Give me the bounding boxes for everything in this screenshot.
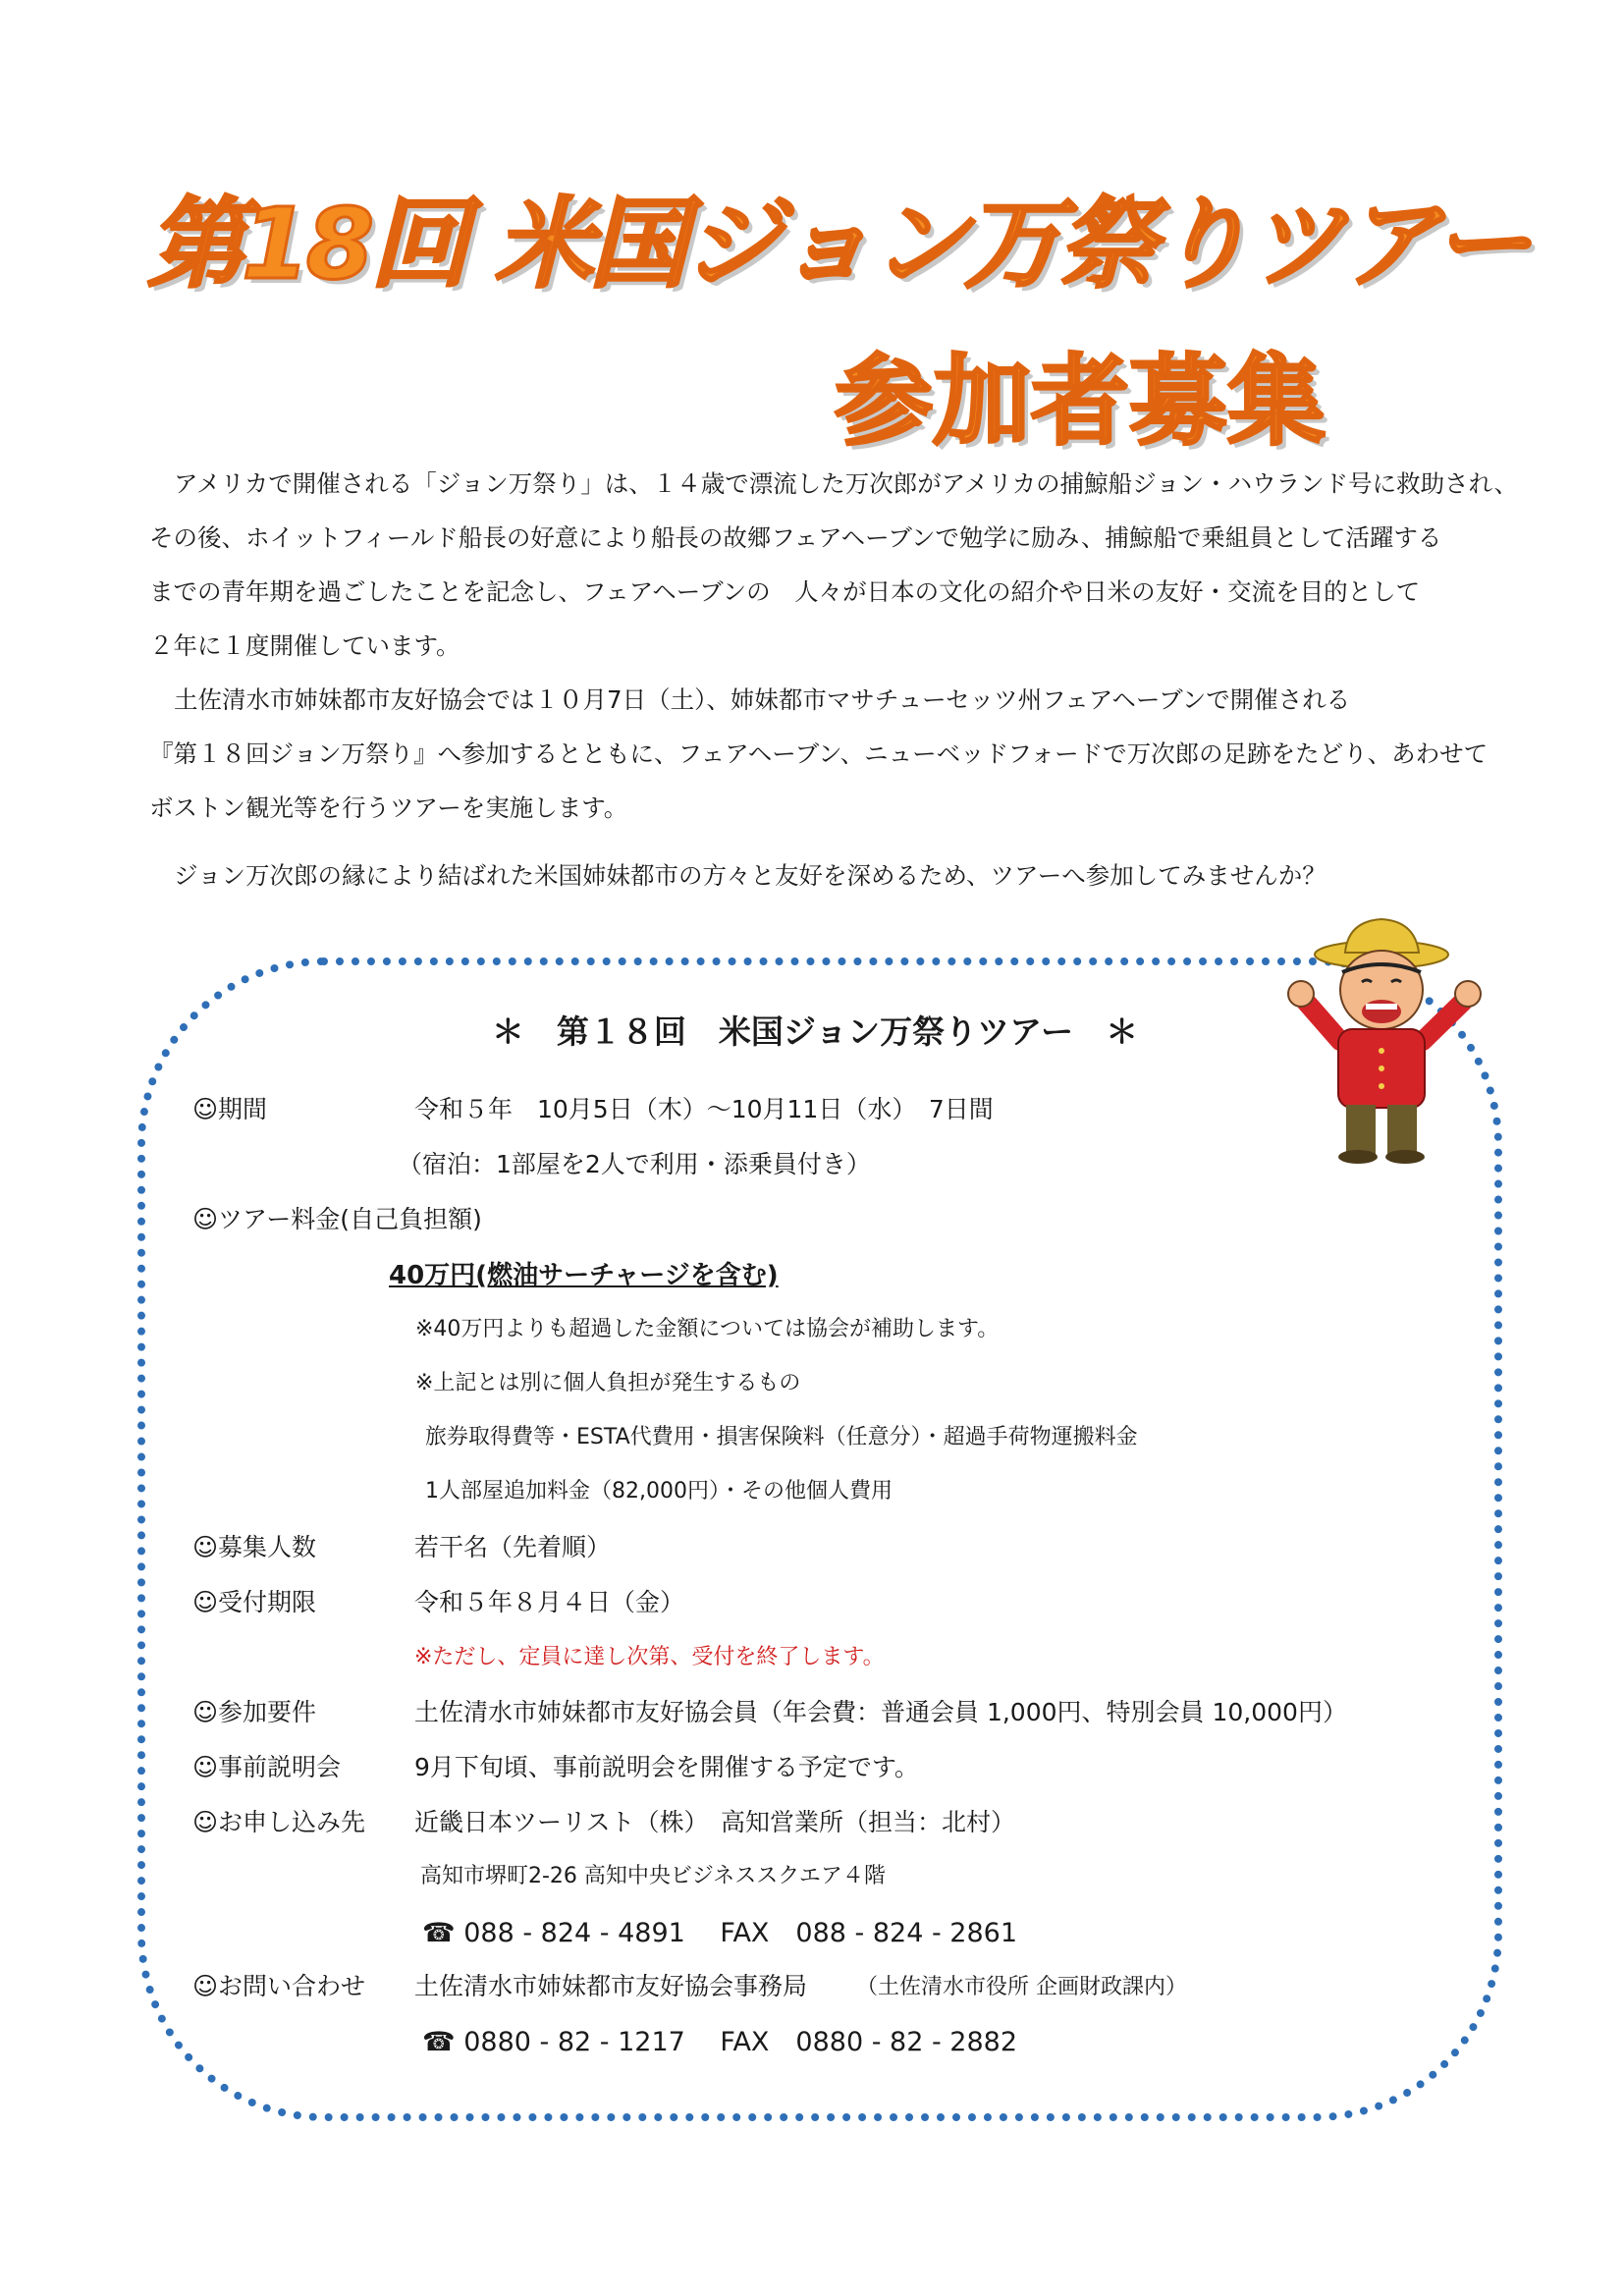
page-title: 第18回 米国ジョン万祭りツアー bbox=[147, 187, 1527, 301]
fee-note: ※上記とは別に個人負担が発生するもの bbox=[415, 1371, 801, 1395]
intro-line: ボストン観光等を行うツアーを実施します。 bbox=[149, 793, 628, 822]
fee-note: ※40万円よりも超過した金額については協会が補助します。 bbox=[415, 1317, 1000, 1341]
intro-line: アメリカで開催される「ジョン万祭り」は、１４歳で漂流した万次郎がアメリカの捕鯨船ジョン・ハウランド号に救助され、 bbox=[174, 469, 1519, 498]
mascot-illustration bbox=[1272, 913, 1497, 1178]
period-note: （宿泊：1部屋を2人で利用・添乗員付き） bbox=[398, 1150, 871, 1178]
intro-line: ジョン万次郎の縁により結ばれた米国姉妹都市の方々と友好を深めるため、ツアーへ参加してみませんか？ bbox=[174, 861, 1326, 890]
intro-line: その後、ホイットフィールド船長の好意により船長の故郷フェアヘーブンで勉学に励み、捕鯨船で乗組員として活躍する bbox=[149, 523, 1442, 552]
capacity-label: ☺募集人数 bbox=[192, 1533, 317, 1561]
intro-paragraph-3 bbox=[149, 848, 1485, 902]
page-subtitle: 参加者募集 bbox=[835, 344, 1326, 459]
deadline-note: ※ただし、定員に達し次第、受付を終了します。 bbox=[414, 1645, 885, 1669]
fee-label: ☺ツアー料金(自己負担額) bbox=[192, 1205, 482, 1233]
intro-line: 土佐清水市姉妹都市友好協会では１０月7日（土）、姉妹都市マサチューセッツ州フェアヘーブンで開催される bbox=[174, 685, 1351, 714]
deadline-value: 令和５年８月４日（金） bbox=[414, 1588, 685, 1616]
apply-address: 高知市堺町2-26 高知中央ビジネススクエア４階 bbox=[420, 1864, 886, 1888]
apply-phone: ☎ 088 - 824 - 4891 FAX 088 - 824 - 2861 bbox=[422, 1918, 1018, 1948]
fee-note: 1人部屋追加料金（82,000円）・その他個人費用 bbox=[425, 1479, 893, 1503]
intro-paragraph-2 bbox=[149, 673, 1489, 835]
deadline-label: ☺受付期限 bbox=[192, 1588, 317, 1616]
intro-line: 『第１８回ジョン万祭り』へ参加するとともに、フェアヘーブン、ニューベッドフォードで万次郎の足跡をたどり、あわせて bbox=[149, 739, 1489, 768]
contact-label: ☺お問い合わせ bbox=[192, 1972, 366, 2000]
requirement-value: 土佐清水市姉妹都市友好協会員（年会費：普通会員 1,000円、特別会員 10,000円） bbox=[414, 1698, 1347, 1726]
apply-value: 近畿日本ツーリスト（株） 高知営業所（担当：北村） bbox=[414, 1808, 1016, 1836]
fee-note: 旅券取得費等・ESTA代費用・損害保険料（任意分）・超過手荷物運搬料金 bbox=[425, 1425, 1138, 1449]
requirement-label: ☺参加要件 bbox=[192, 1698, 317, 1726]
tour-box-title: ＊ 第１８回 米国ジョン万祭りツアー ＊ bbox=[491, 1012, 1139, 1051]
fee-value: 40万円(燃油サーチャージを含む) bbox=[389, 1261, 779, 1290]
contact-value: 土佐清水市姉妹都市友好協会事務局 bbox=[414, 1972, 808, 2000]
intro-paragraph-1 bbox=[149, 457, 1519, 673]
intro-line: までの青年期を過ごしたことを記念し、フェアヘーブンの 人々が日本の文化の紹介や日米の友好・交流を目的として bbox=[149, 577, 1421, 606]
capacity-value: 若干名（先着順） bbox=[414, 1533, 612, 1561]
period-label: ☺期間 bbox=[192, 1095, 268, 1123]
intro-line: ２年に１度開催しています。 bbox=[149, 631, 460, 660]
briefing-label: ☺事前説明会 bbox=[192, 1753, 342, 1781]
apply-label: ☺お申し込み先 bbox=[192, 1808, 366, 1836]
contact-phone: ☎ 0880 - 82 - 1217 FAX 0880 - 82 - 2882 bbox=[422, 2027, 1018, 2057]
briefing-value: 9月下旬頃、事前説明会を開催する予定です。 bbox=[414, 1753, 919, 1781]
period-value: 令和５年 10月5日（木）～10月11日（水） 7日間 bbox=[414, 1095, 994, 1123]
contact-note: （土佐清水市役所 企画財政課内） bbox=[856, 1975, 1187, 1999]
